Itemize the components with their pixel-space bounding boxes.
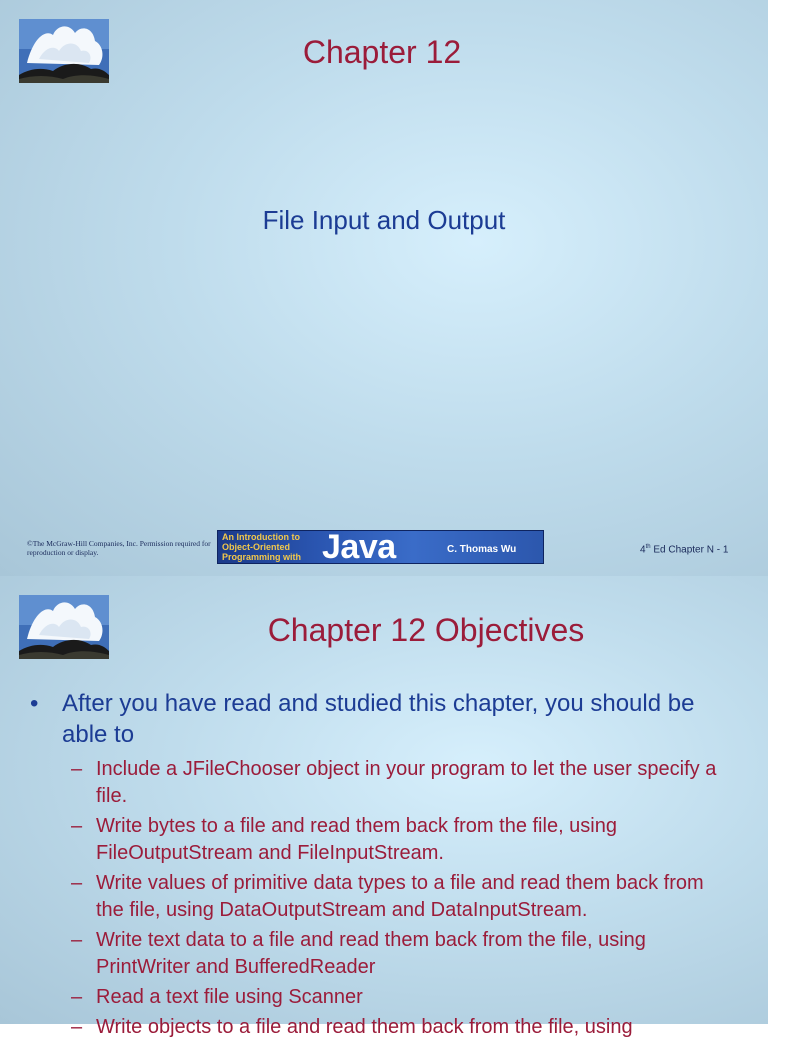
slide-subtitle: File Input and Output (262, 205, 506, 235)
banner-java-logo: Java (322, 528, 396, 566)
bullet-icon: • (30, 690, 39, 717)
sub-bullet-item: – Include a JFileChooser object in your program to let the user specify a file. (71, 758, 717, 807)
sub-bullet-item: – Write bytes to a file and read them back from the file, using FileOutputStream and FileInputStream. (71, 815, 617, 864)
objectives-slide (0, 576, 768, 1038)
sub-bullet-item: – Write text data to a file and read them back from the file, using PrintWriter and BufferedReader (71, 929, 646, 978)
dash-icon: – (71, 815, 83, 837)
banner-tagline: An Introduction to Object-Oriented Programming with (222, 532, 302, 562)
book-banner (217, 530, 544, 564)
page-label: 4th Ed Chapter N - 1 (640, 544, 729, 556)
dash-icon: – (71, 929, 83, 951)
slide-title: Chapter 12 Objectives (267, 612, 585, 648)
dash-icon: – (71, 758, 83, 780)
objectives-list (30, 688, 730, 1044)
dash-icon: – (71, 872, 83, 894)
sub-bullet-item: – Write objects to a file and read them back from the file, using (30, 1014, 730, 1041)
bullet-text: After you have read and studied this chapter, you should be able to (62, 690, 695, 748)
copyright-notice: ©The McGraw-Hill Companies, Inc. Permission required for reproduction or display. (27, 539, 211, 557)
banner-author: C. Thomas Wu (447, 544, 517, 555)
bullet-item (30, 688, 730, 750)
dash-icon: – (71, 1016, 83, 1038)
dash-icon: – (71, 986, 83, 1008)
slide-title: Chapter 12 (302, 34, 462, 70)
sub-bullet-item: – Write values of primitive data types to a file and read them back from the file, using DataOutputStream and DataInputStream. (71, 872, 704, 921)
sub-bullet-item: – Read a text file using Scanner (30, 984, 730, 1011)
sub-bullets (30, 756, 730, 1041)
